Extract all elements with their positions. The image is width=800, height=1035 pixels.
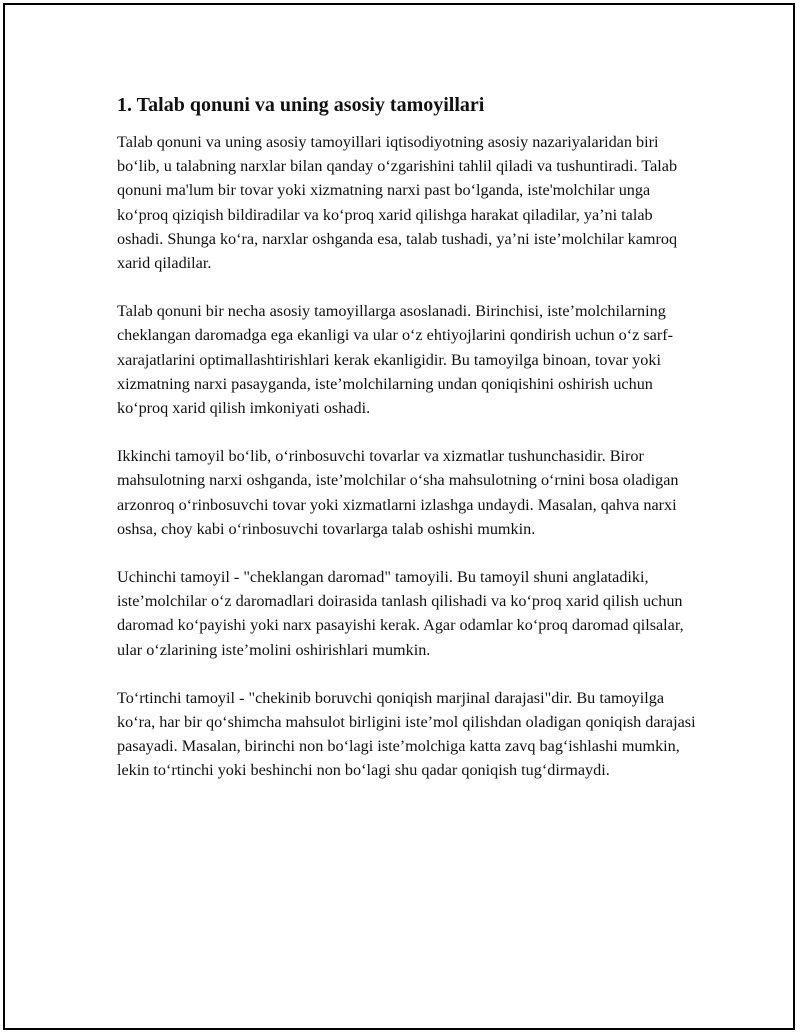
- paragraph-intro: Talab qonuni va uning asosiy tamoyillari iqtisodiyotning asosiy nazariyalaridan biri bo‘lib, u talabning narxlar bilan qanday o‘zgarishini tahlil qiladi va tushuntiradi. Talab qonuni ma'lum bir tovar yoki xizmatning narxi past bo‘lganda, iste'molchilar unga ko‘proq qiziqish bildiradilar va ko‘proq xarid qilishga harakat qiladilar, ya’ni talab oshadi. Shunga ko‘ra, narxlar oshganda esa, talab tushadi, ya’ni iste’molchilar kamroq xarid qiladilar.: [117, 133, 678, 273]
- paragraph-first-principle: Talab qonuni bir necha asosiy tamoyillarga asoslanadi. Birinchisi, iste’molchilarning cheklangan daromadga ega ekanligi va ular o‘z ehtiyojlarini qondirish uchun o‘z sarf-xarajatlarini optimallashtirishlari kerak ekanligidir. Bu tamoyilga binoan, tovar yoki xizmatning narxi pasayganda, iste’molchilarning undan qoniqishini oshirish uchun ko‘proq xarid qilish imkoniyati oshadi.: [117, 302, 674, 418]
- paragraph-third-principle: Uchinchi tamoyil - "cheklangan daromad" tamoyili. Bu tamoyil shuni anglatadiki, iste’molchilar o‘z daromadlari doirasida tanlash qilishadi va ko‘proq xarid qilish uchun daromad ko‘payishi yoki narx pasayishi kerak. Agar odamlar ko‘proq daromad qilsalar, ular o‘zlarining iste’molini oshirishlari mumkin.: [117, 568, 684, 659]
- paragraph-second-principle: Ikkinchi tamoyil bo‘lib, o‘rinbosuvchi tovarlar va xizmatlar tushunchasidir. Biror mahsulotning narxi oshganda, iste’molchilar o‘sha mahsulotning o‘rnini bosa oladigan arzonroq o‘rinbosuvchi tovar yoki xizmatlarni izlashga undaydi. Masalan, qahva narxi oshsa, choy kabi o‘rinbosuvchi tovarlarga talab oshishi mumkin.: [117, 447, 679, 538]
- document-body: [117, 92, 697, 807]
- paragraph-fourth-principle: To‘rtinchi tamoyil - "chekinib boruvchi qoniqish marjinal darajasi"dir. Bu tamoyilga ko‘ra, har bir qo‘shimcha mahsulot birligini iste’mol qilishdan oladigan qoniqish darajasi pasayadi. Masalan, birinchi non bo‘lagi iste’molchiga katta zavq bag‘ishlashi mumkin, lekin to‘rtinchi yoki beshinchi non bo‘lagi shu qadar qoniqish tug‘dirmaydi.: [117, 688, 696, 780]
- section-heading: 1. Talab qonuni va uning asosiy tamoyillari: [117, 94, 485, 116]
